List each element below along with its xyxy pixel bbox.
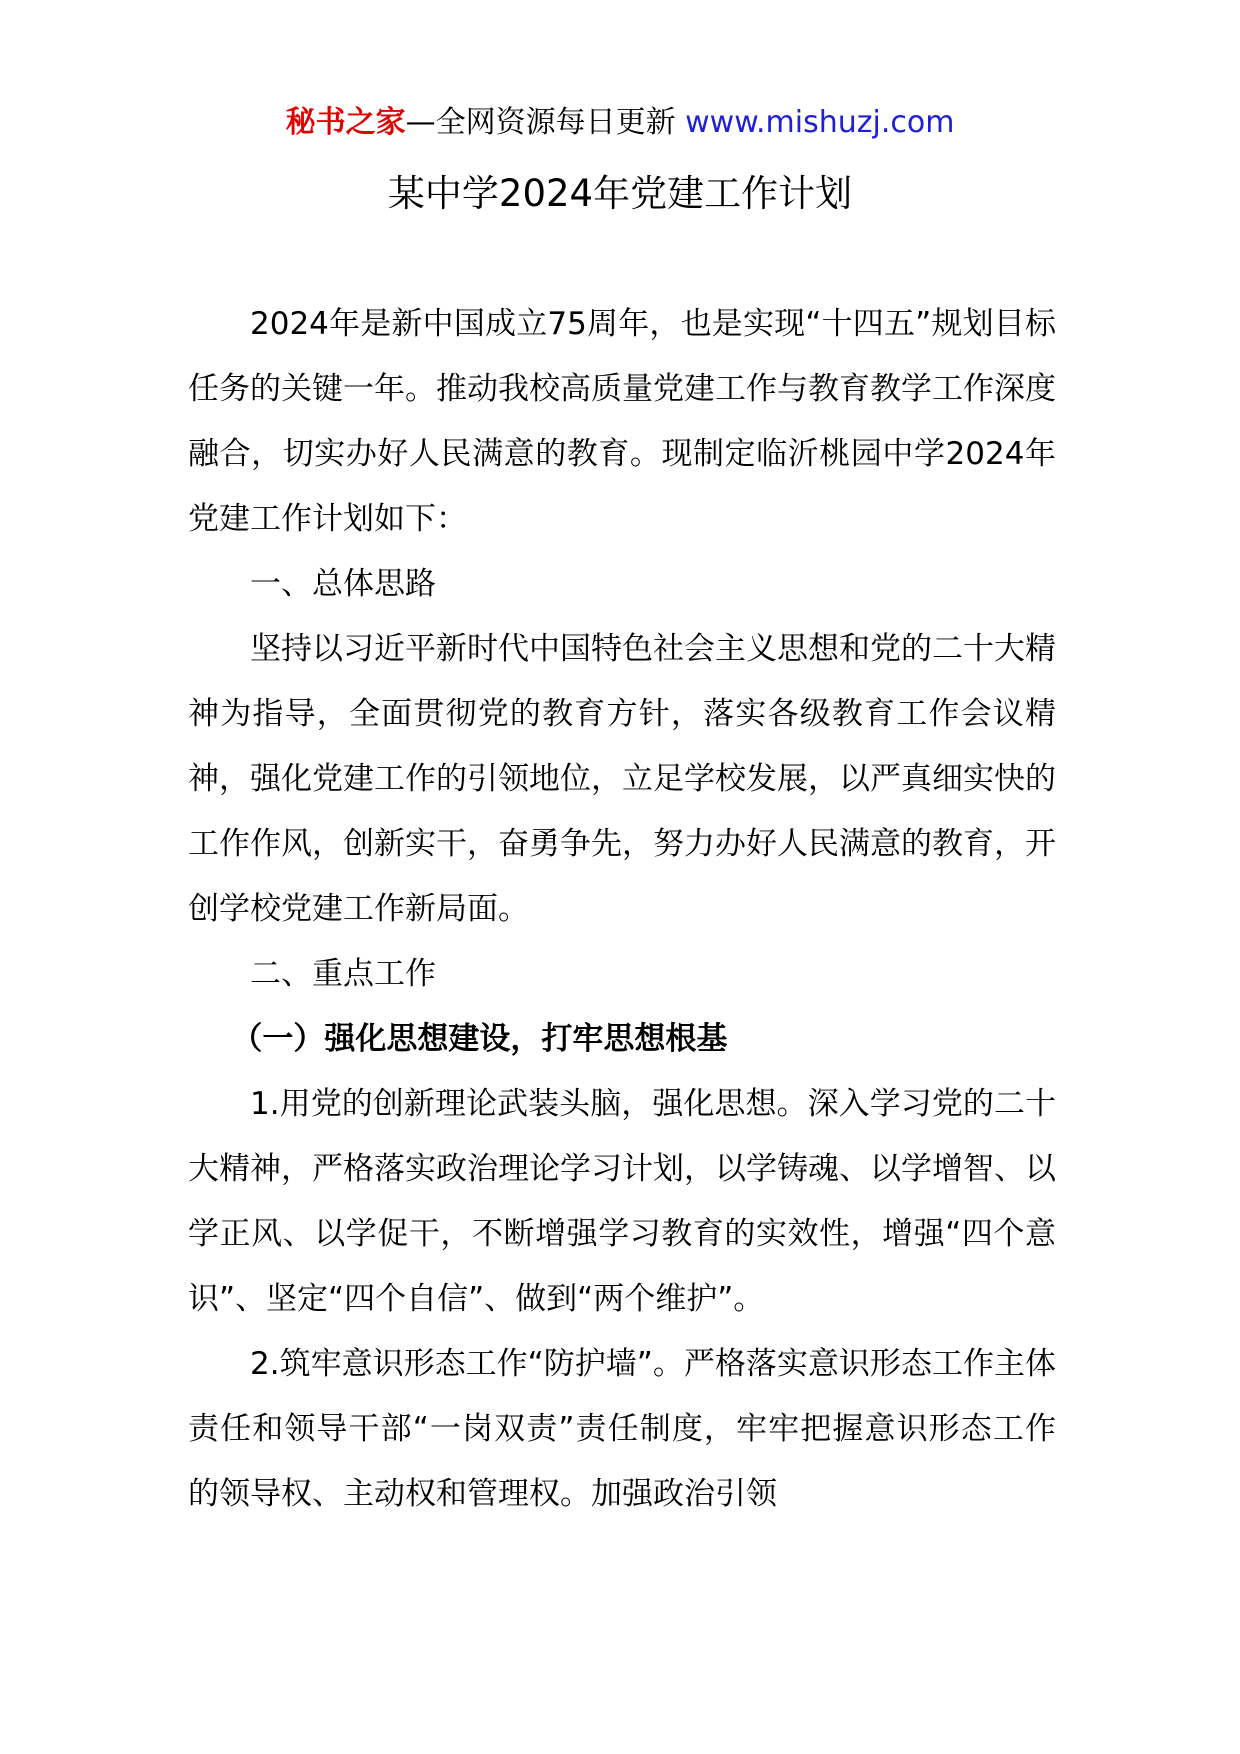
section-1-paragraph: 坚持以习近平新时代中国特色社会主义思想和党的二十大精神为指导，全面贯彻党的教育方针，落实各级教育工作会议精神，强化党建工作的引领地位，立足学校发展，以严真细实快的工作作风，创新实干，奋勇争先，努力办好人民满意的教育，开创学校党建工作新局面。 (188, 631, 1056, 927)
header-site-link[interactable]: www.mishuzj.com (685, 105, 955, 140)
section-2-heading: 二、重点工作 (250, 956, 436, 992)
subsection-1-heading: （一）强化思想建设，打牢思想根基 (231, 1021, 728, 1057)
header-brand: 秘书之家 (285, 105, 406, 140)
intro-paragraph: 2024年是新中国成立75周年，也是实现“十四五”规划目标任务的关键一年。推动我校高质量党建工作与教育教学工作深度融合，切实办好人民满意的教育。现制定临沂桃园中学2024年党建工作计划如下： (188, 306, 1056, 537)
header-slogan: —全网资源每日更新 (405, 105, 676, 140)
item-1-paragraph: 1.用党的创新理论武装头脑，强化思想。深入学习党的二十大精神，严格落实政治理论学习计划，以学铸魂、以学增智、以学正风、以学促干，不断增强学习教育的实效性，增强“四个意识”、坚定“四个自信”、做到“两个维护”。 (188, 1086, 1056, 1317)
watermark-header (0, 100, 1240, 146)
document-title: 某中学2024年党建工作计划 (387, 172, 853, 215)
document-body (188, 292, 1056, 1527)
section-1-heading: 一、总体思路 (250, 566, 436, 602)
item-2-paragraph: 2.筑牢意识形态工作“防护墙”。严格落实意识形态工作主体责任和领导干部“一岗双责”责任制度，牢牢把握意识形态工作的领导权、主动权和管理权。加强政治引领 (188, 1346, 1056, 1512)
